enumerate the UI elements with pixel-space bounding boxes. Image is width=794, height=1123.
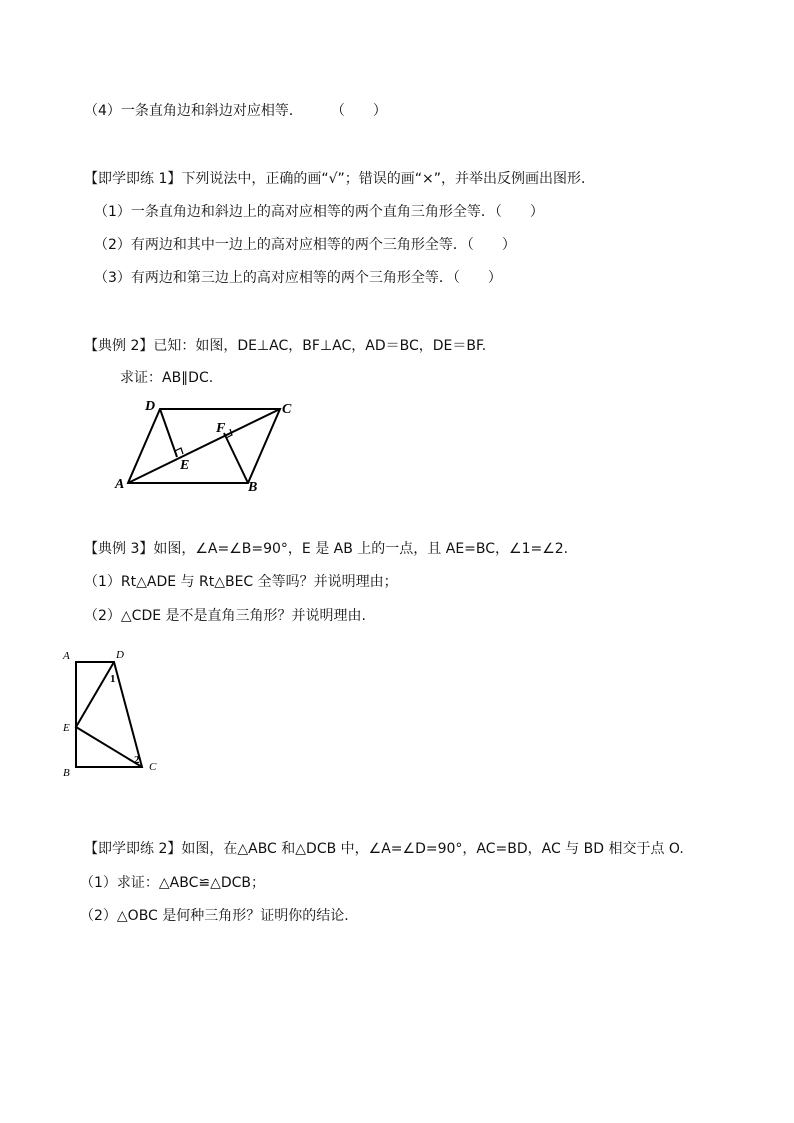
example-3-item-1: （1）Rt△ADE 与 Rt△BEC 全等吗？并说明理由； (84, 574, 398, 590)
angle-2-label: 2 (134, 754, 140, 766)
example-3-item-2: （2）△CDE 是不是直角三角形？并说明理由. (84, 608, 366, 624)
label-e: E (63, 722, 70, 734)
label-a: A (115, 477, 125, 492)
angle-1-label: 1 (110, 673, 116, 685)
label-e: E (180, 458, 190, 473)
label-c: C (149, 761, 157, 773)
practice-2-heading: 【即学即练 2】如图，在△ABC 和△DCB 中，∠A=∠D=90°，AC=BD，AC 与 BD 相交于点 O. (84, 841, 684, 857)
practice-1-heading: 【即学即练 1】下列说法中，正确的画“√”；错误的画“×”，并举出反例画出图形. (84, 171, 586, 187)
trapezoid-figure (58, 645, 178, 785)
parallelogram-figure (110, 396, 310, 496)
practice-2-item-2: （2）△OBC 是何种三角形？证明你的结论. (80, 908, 349, 924)
label-b: B (63, 767, 70, 779)
practice-2-item-1: （1）求证：△ABC≌△DCB； (80, 875, 266, 891)
practice-1-item-2: （2）有两边和其中一边上的高对应相等的两个三角形全等．（ ） (94, 237, 516, 253)
example-2-prove: 求证：AB∥DC. (120, 370, 214, 386)
question-4-text: （4）一条直角边和斜边对应相等． （ ） (84, 103, 387, 119)
label-d: D (116, 649, 124, 661)
example-2-heading: 【典例 2】已知：如图，DE⊥AC，BF⊥AC，AD＝BC，DE＝BF. (84, 338, 487, 354)
label-c: C (282, 402, 292, 417)
label-f: F (216, 421, 226, 436)
example-3-heading: 【典例 3】如图，∠A=∠B=90°，E 是 AB 上的一点，且 AE=BC，∠1=∠2. (84, 541, 569, 557)
label-d: D (145, 399, 156, 414)
practice-1-item-1: （1）一条直角边和斜边上的高对应相等的两个直角三角形全等．（ ） (94, 204, 544, 220)
label-b: B (248, 480, 258, 495)
practice-1-item-3: （3）有两边和第三边上的高对应相等的两个三角形全等．（ ） (94, 270, 502, 286)
label-a: A (63, 650, 70, 662)
